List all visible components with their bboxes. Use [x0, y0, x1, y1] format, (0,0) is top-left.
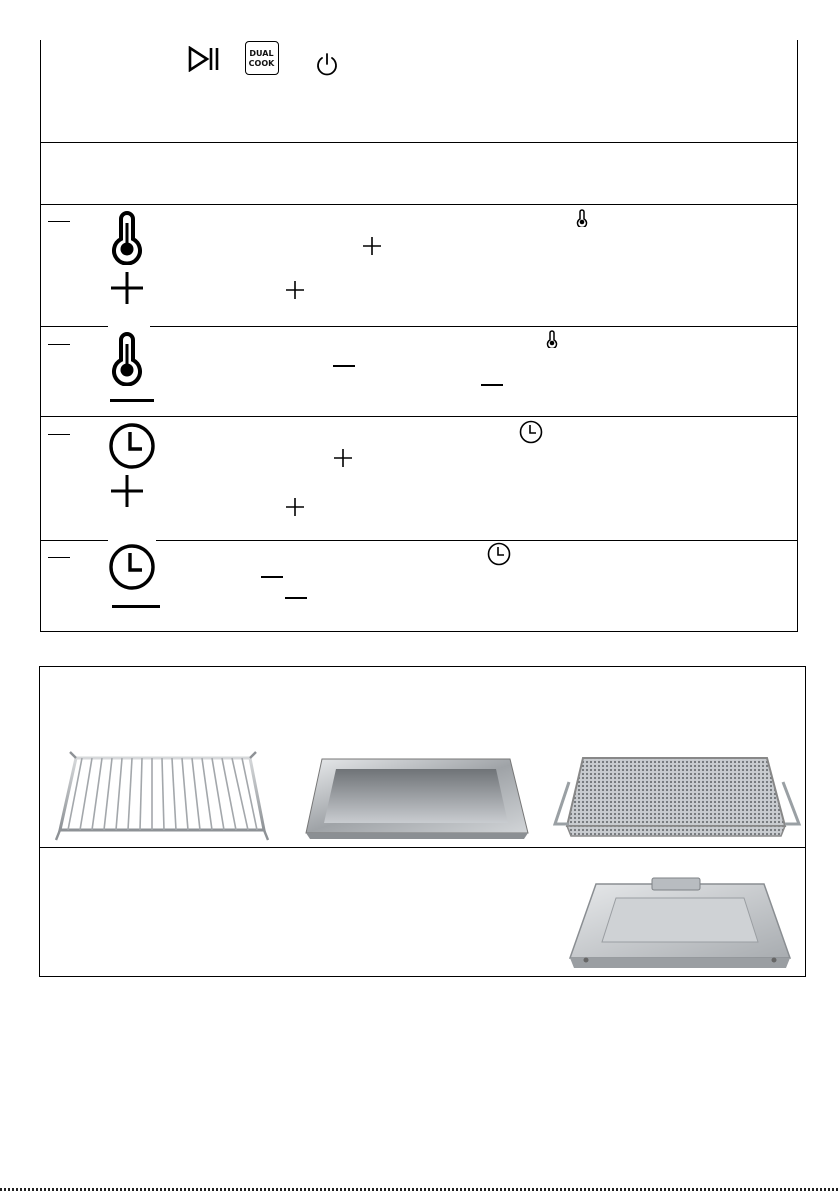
clock-icon-small [518, 419, 544, 445]
air-fry-basket-image [553, 752, 803, 844]
thermometer-icon[interactable] [107, 209, 147, 265]
clock-icon[interactable] [107, 542, 157, 592]
plus-icon-small [362, 236, 382, 256]
plus-icon-small [285, 497, 305, 517]
crumb-tray-image [566, 876, 794, 972]
minus-icon[interactable] [112, 605, 160, 608]
plus-icon[interactable] [109, 270, 145, 306]
minus-icon[interactable] [110, 399, 154, 402]
clock-icon[interactable] [107, 421, 157, 471]
dual-cook-label-line1: DUAL [249, 49, 274, 58]
page-footer-rule [0, 1188, 840, 1191]
start-pause-icon[interactable] [188, 46, 220, 72]
dual-cook-icon[interactable] [245, 41, 279, 75]
power-icon[interactable] [314, 52, 340, 78]
minus-icon-small [261, 576, 283, 578]
plus-icon-small [333, 448, 353, 468]
minus-icon-small [333, 365, 355, 367]
plus-icon[interactable] [109, 473, 145, 509]
thermometer-icon-small [545, 330, 559, 348]
minus-icon-small [481, 384, 503, 386]
baking-tray-image [302, 755, 530, 841]
dual-cook-label-line2: COOK [248, 59, 275, 68]
thermometer-icon[interactable] [107, 330, 147, 386]
minus-icon-small [285, 597, 307, 599]
wire-rack-image [52, 750, 272, 842]
clock-icon-small [486, 541, 512, 567]
plus-icon-small [285, 280, 305, 300]
thermometer-icon-small [575, 209, 589, 227]
